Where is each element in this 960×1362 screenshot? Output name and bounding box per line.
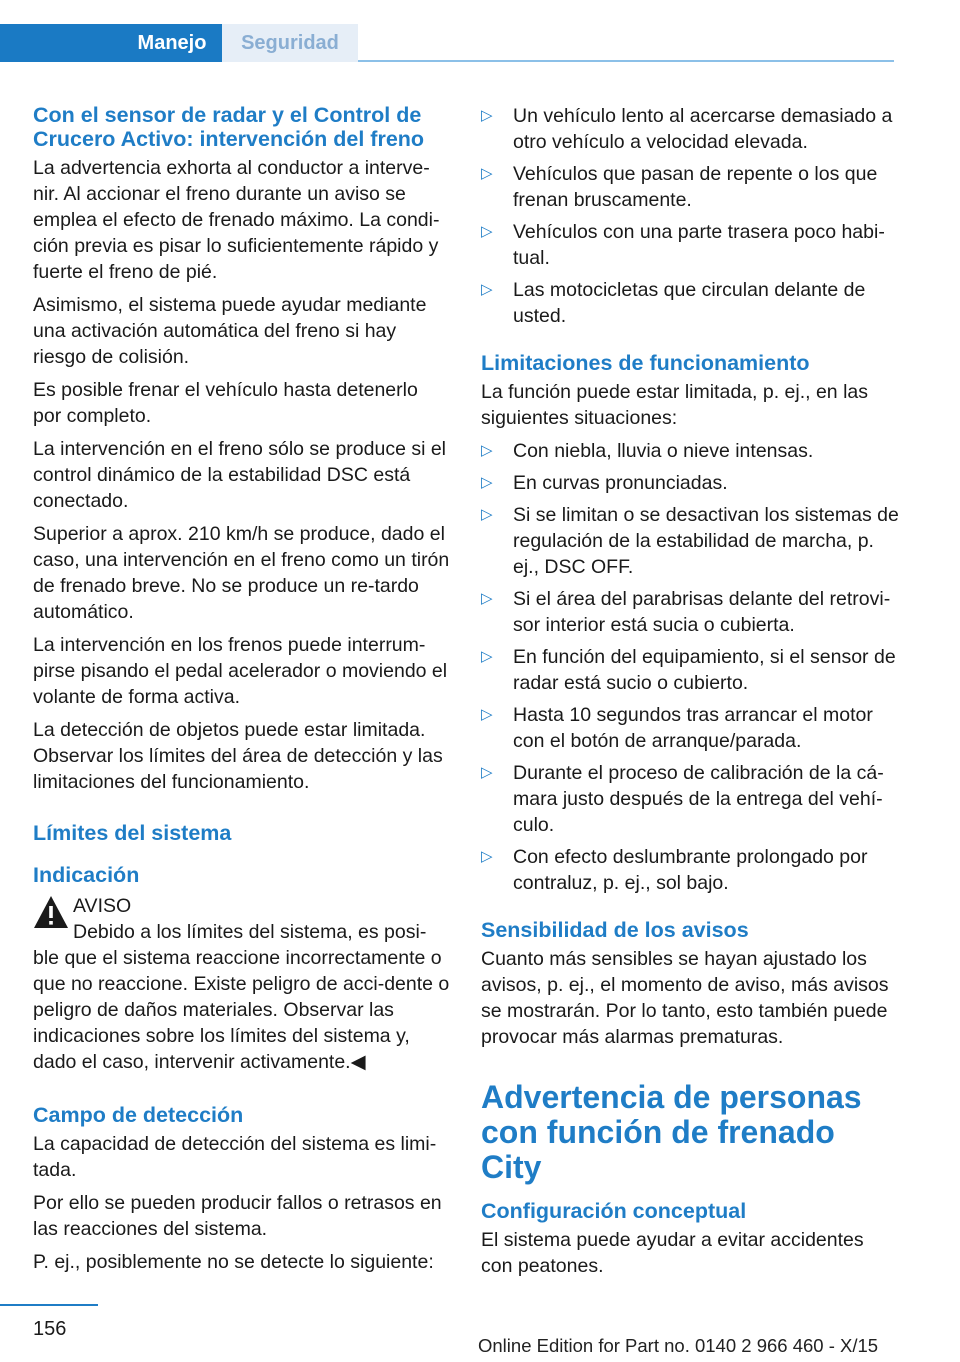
section-title-indication: Indicación: [33, 863, 140, 887]
warning-text: [33, 919, 451, 1075]
limits-list: [481, 438, 899, 896]
list-item: ▷ Vehículos que pasan de repente o los que frenan bruscamente.: [481, 163, 878, 211]
warning-body: Debido a los límites del sistema, es posi‐ble que el sistema reaccione incorrectamente o que no reaccione. Existe peligro de acci‐dente o peligro de daños materiales. Observar las indicaciones sobre los límites del sistema y, dado el caso, intervenir activamente.◀: [33, 921, 450, 1073]
right-column: [481, 103, 899, 1286]
paragraph: Asimismo, el sistema puede ayudar mediante una activación automática del freno si hay riesgo de colisión.: [33, 294, 427, 368]
paragraph: P. ej., posiblemente no se detecte lo siguiente:: [33, 1251, 434, 1273]
footer-rule: [0, 1304, 98, 1306]
page-number: 156: [33, 1318, 67, 1340]
paragraph: Superior a aprox. 210 km/h se produce, dado el caso, una intervención en el freno como un tirón de frenado breve. No se produce un re‐tardo automático.: [33, 523, 450, 623]
section-title-concept: Configuración conceptual: [481, 1199, 747, 1223]
list-item: ▷ Durante el proceso de calibración de la cá‐mara justo después de la entrega del vehí‐culo.: [481, 762, 884, 836]
warning-triangle-icon: [33, 895, 69, 929]
bullet-triangle-icon: ▷: [481, 764, 493, 781]
bullet-triangle-icon: ▷: [481, 442, 493, 459]
section-title-limits: Límites del sistema: [33, 821, 232, 845]
warning-label: AVISO: [73, 895, 132, 917]
bullet-triangle-icon: ▷: [481, 648, 493, 665]
section-title-detection: Campo de detección: [33, 1103, 244, 1127]
paragraph: La advertencia exhorta al conductor a interve‐nir. Al accionar el freno durante un aviso se emplea el efecto de frenado máximo. La condi‐ción previa es pisar lo suficientemente rápido y fuerte el freno de pié.: [33, 157, 440, 283]
list-item: ▷ Vehículos con una parte trasera poco habi‐tual.: [481, 221, 885, 269]
warning-block: [33, 893, 451, 1075]
paragraph: Por ello se pueden producir fallos o retrasos en las reacciones del sistema.: [33, 1192, 442, 1240]
paragraph: El sistema puede ayudar a evitar accidentes con peatones.: [481, 1229, 864, 1277]
section-title-function-limits: Limitaciones de funcionamiento: [481, 351, 810, 375]
paragraph: Cuanto más sensibles se hayan ajustado los avisos, p. ej., el momento de aviso, más avisos se mostrarán. Por lo tanto, esto también puede provocar más alarmas prematuras.: [481, 948, 889, 1048]
bullet-triangle-icon: ▷: [481, 107, 493, 124]
list-item: ▷ En curvas pronunciadas.: [481, 472, 728, 494]
paragraph: La detección de objetos puede estar limitada. Observar los límites del área de detección y las limitaciones del funcionamiento.: [33, 719, 443, 793]
left-column: [33, 103, 451, 1282]
tab-seguridad[interactable]: Seguridad: [222, 24, 358, 62]
tab-manejo[interactable]: Manejo: [137, 32, 207, 54]
list-item: ▷ En función del equipamiento, si el sensor de radar está sucio o cubierto.: [481, 646, 896, 694]
bullet-triangle-icon: ▷: [481, 590, 493, 607]
bullet-triangle-icon: ▷: [481, 165, 493, 182]
detection-list: [481, 103, 899, 329]
bullet-triangle-icon: ▷: [481, 281, 493, 298]
list-item: ▷ Con niebla, lluvia o nieve intensas.: [481, 440, 814, 462]
bullet-triangle-icon: ▷: [481, 506, 493, 523]
bullet-triangle-icon: ▷: [481, 848, 493, 865]
paragraph: La intervención en los frenos puede interrum‐pirse pisando el pedal acelerador o moviendo el volante de forma activa.: [33, 634, 448, 708]
bullet-triangle-icon: ▷: [481, 706, 493, 723]
bullet-triangle-icon: ▷: [481, 474, 493, 491]
edition-note: Online Edition for Part no. 0140 2 966 460 - X/15: [478, 1335, 879, 1356]
list-item: ▷ Si el área del parabrisas delante del retrovi‐sor interior está sucia o cubierta.: [481, 588, 891, 636]
header-bar: [0, 0, 960, 64]
paragraph: La función puede estar limitada, p. ej., en las siguientes situaciones:: [481, 381, 868, 429]
list-item: ▷ Con efecto deslumbrante prolongado por contraluz, p. ej., sol bajo.: [481, 846, 868, 894]
header-rule: [358, 60, 894, 62]
bullet-triangle-icon: ▷: [481, 223, 493, 240]
section-title-radar: Con el sensor de radar y el Control de Crucero Activo: intervención del freno: [33, 103, 425, 151]
paragraph: Es posible frenar el vehículo hasta detenerlo por completo.: [33, 379, 418, 427]
chapter-title-city-brake: Advertencia de personas con función de frenado City: [481, 1079, 862, 1185]
paragraph: La capacidad de detección del sistema es limi‐tada.: [33, 1133, 437, 1181]
list-item: ▷ Un vehículo lento al acercarse demasiado a otro vehículo a velocidad elevada.: [481, 105, 893, 153]
list-item: ▷ Si se limitan o se desactivan los sistemas de regulación de la estabilidad de marcha, p. ej., DSC OFF.: [481, 504, 899, 578]
section-title-sensitivity: Sensibilidad de los avisos: [481, 918, 749, 942]
list-item: ▷ Hasta 10 segundos tras arrancar el motor con el botón de arranque/parada.: [481, 704, 873, 752]
paragraph: La intervención en el freno sólo se produce si el control dinámico de la estabilidad DSC está conectado.: [33, 438, 447, 512]
list-item: ▷ Las motocicletas que circulan delante de usted.: [481, 279, 866, 327]
